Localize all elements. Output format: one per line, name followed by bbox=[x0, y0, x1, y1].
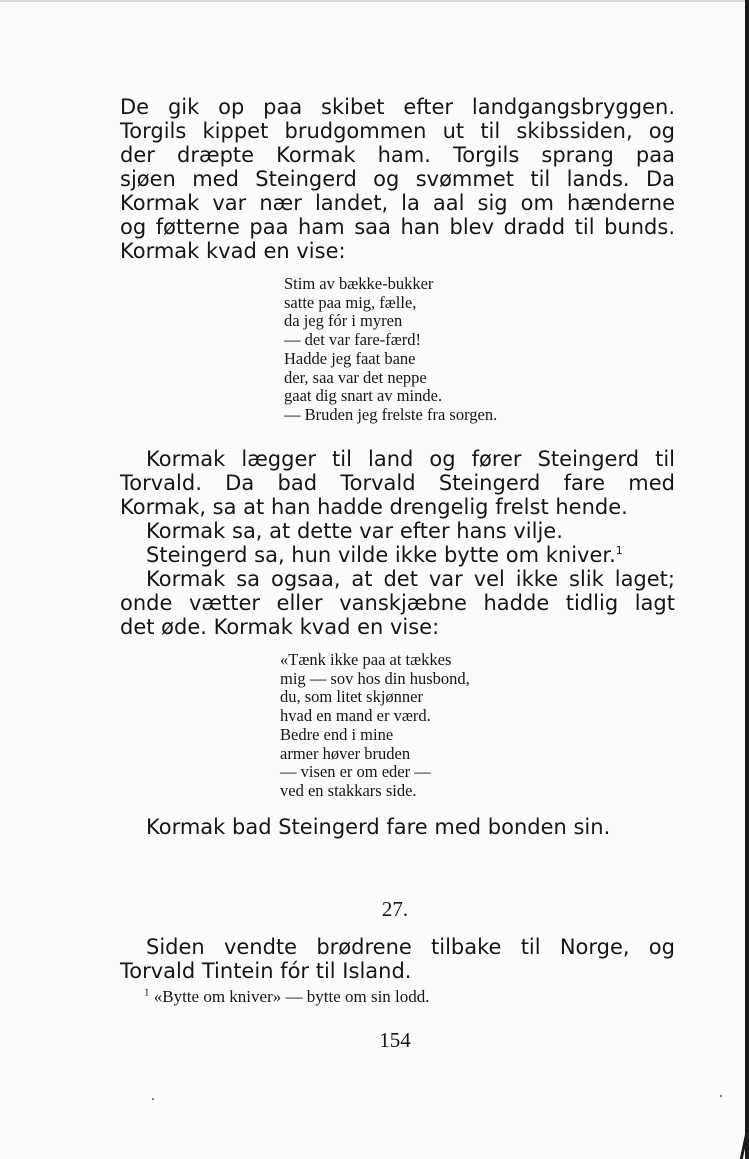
verse-line: Bedre end i mine bbox=[280, 724, 394, 744]
footnote-ref: 1 bbox=[615, 544, 623, 557]
verse-line: satte paa mig, fælle, bbox=[284, 292, 417, 312]
paragraph-line: sjøen med Steingerd og svømmet til lands. Da bbox=[120, 167, 675, 191]
paper-speck bbox=[152, 1098, 154, 1100]
verse-line: — visen er om eder — bbox=[280, 762, 431, 782]
page-number: 154 bbox=[379, 1028, 411, 1052]
verse-line: Hadde jeg faat bane bbox=[284, 348, 416, 368]
paragraph-line: og føtterne paa ham saa han blev dradd til bunds. bbox=[120, 215, 675, 239]
verse-line: der, saa var det neppe bbox=[284, 367, 427, 387]
footnote bbox=[144, 987, 430, 1007]
paragraph-line: Kormak sa, at dette var efter hans vilje. bbox=[146, 519, 563, 543]
paragraph-line: Torgils kippet brudgommen ut til skibssiden, og bbox=[120, 119, 675, 143]
page-right-edge bbox=[745, 0, 749, 1159]
paragraph-line: Kormak var nær landet, la aal sig om hænderne bbox=[120, 191, 675, 215]
verse-line: mig — sov hos din husbond, bbox=[280, 668, 470, 688]
paragraph-line: det øde. Kormak kvad en vise: bbox=[120, 615, 440, 639]
verse-line: «Tænk ikke paa at tækkes bbox=[280, 650, 452, 669]
verse-line: du, som litet skjønner bbox=[280, 687, 423, 707]
paragraph-line: Kormak bad Steingerd fare med bonden sin. bbox=[146, 815, 611, 839]
verse-line: — Bruden jeg frelste fra sorgen. bbox=[284, 404, 498, 424]
verse-line: armer høver bruden bbox=[280, 743, 411, 763]
footnote-text: «Bytte om kniver» — bytte om sin lodd. bbox=[153, 987, 430, 1006]
paragraph-line: der dræpte Kormak ham. Torgils sprang paa bbox=[120, 143, 675, 167]
verse-line: hvad en mand er værd. bbox=[280, 706, 431, 726]
chapter-heading: 27. bbox=[381, 897, 409, 921]
paragraph-line: Kormak, sa at han hadde drengelig frelst hende. bbox=[120, 495, 628, 519]
paragraph-line: Kormak sa ogsaa, at det var vel ikke slik laget; bbox=[146, 567, 675, 591]
verse-line: Stim av bække-bukker bbox=[284, 274, 434, 293]
paragraph-4 bbox=[120, 935, 675, 983]
paragraph-3 bbox=[120, 815, 675, 839]
paragraph-line: Siden vendte brødrene tilbake til Norge, og bbox=[146, 935, 675, 959]
paragraph-line bbox=[120, 543, 675, 567]
paper-speck bbox=[720, 1095, 722, 1097]
page-top-edge bbox=[0, 0, 749, 2]
verse-2 bbox=[280, 651, 470, 801]
paragraph-line: Torvald. Da bad Torvald Steingerd fare med bbox=[120, 471, 675, 495]
paragraph-line: Torvald Tintein fór til Island. bbox=[120, 959, 412, 983]
footnote-marker: 1 bbox=[144, 986, 150, 999]
verse-line: gaat dig snart av minde. bbox=[284, 386, 443, 406]
paragraph-1 bbox=[120, 95, 675, 263]
verse-line: ved en stakkars side. bbox=[280, 780, 417, 800]
paragraph-line: Kormak kvad en vise: bbox=[120, 239, 346, 263]
paragraph-text: Steingerd sa, hun vilde ikke bytte om kniver. bbox=[146, 543, 616, 567]
paragraph-2 bbox=[120, 447, 675, 639]
verse-line: — det var fare-færd! bbox=[284, 330, 421, 350]
paragraph-line: Kormak lægger til land og fører Steingerd til bbox=[146, 447, 675, 471]
paragraph-line: De gik op paa skibet efter landgangsbryggen. bbox=[120, 95, 675, 119]
verse-1 bbox=[284, 275, 497, 425]
paragraph-line: onde vætter eller vanskjæbne hadde tidlig lagt bbox=[120, 591, 675, 615]
verse-line: da jeg fór i myren bbox=[284, 311, 403, 331]
